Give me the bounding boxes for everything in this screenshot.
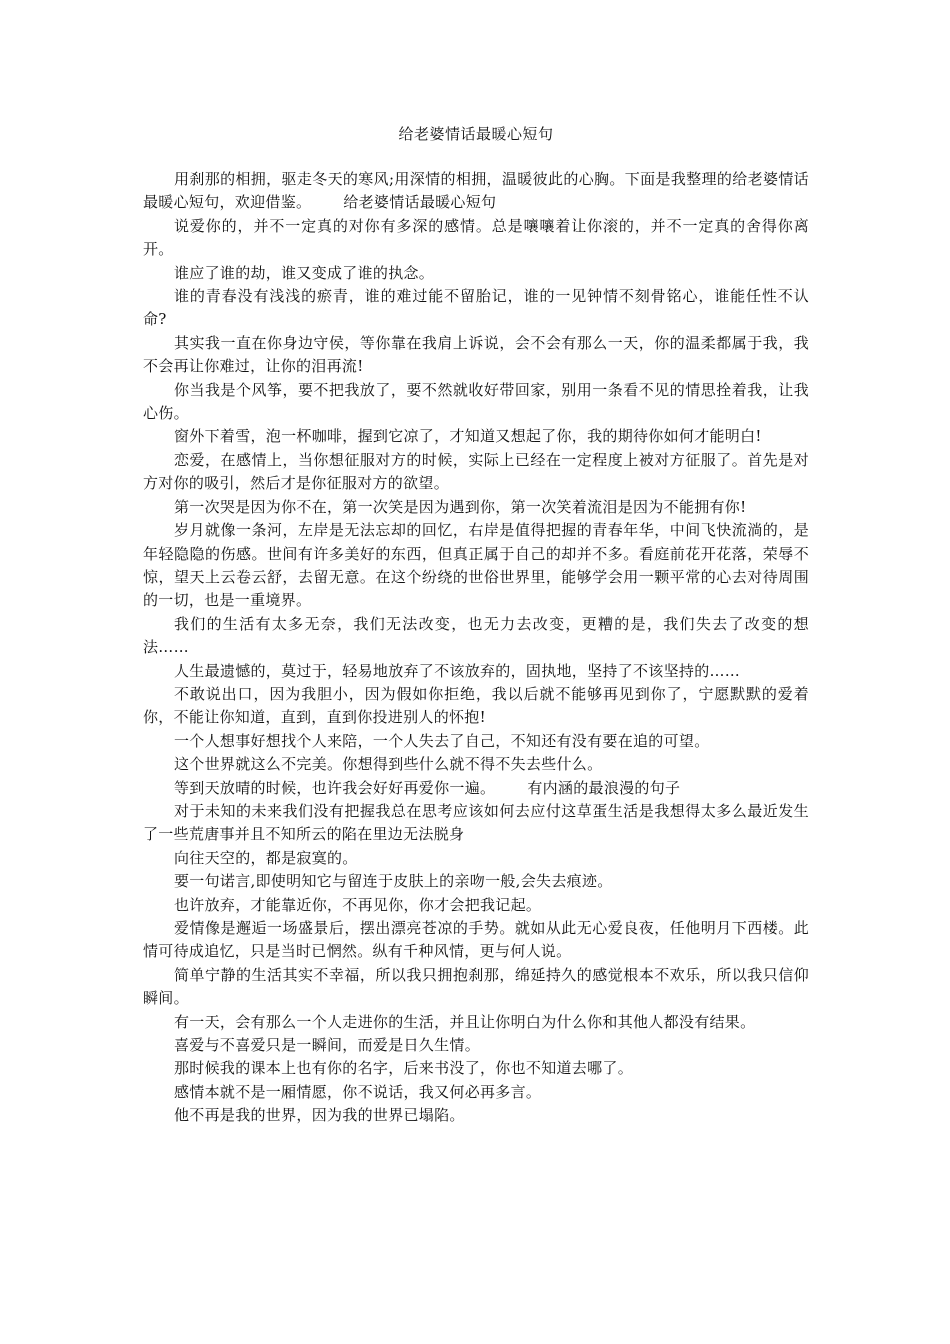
- paragraph: [143, 332, 809, 379]
- paragraph: [143, 168, 809, 215]
- paragraph: [143, 870, 809, 893]
- paragraph-text: 要一句诺言,即使明知它与留连于皮肤上的亲吻一般,会失去痕迹。: [174, 872, 613, 891]
- paragraph: [143, 777, 809, 800]
- paragraph-text: 人生最遗憾的，莫过于，轻易地放弃了不该放弃的，固执地，坚持了不该坚持的……: [174, 661, 741, 680]
- paragraph-text: 恋爱，在感情上，当你想征服对方的时候，实际上已经在一定程度上被对方征服了。首先是对方对你的吸引，然后才是你征服对方的欲望。: [143, 450, 809, 493]
- paragraph-text: 第一次哭是因为你不在，第一次笑是因为遇到你，第一次笑着流泪是因为不能拥有你!: [174, 497, 747, 516]
- paragraph-text: 窗外下着雪，泡一杯咖啡，握到它凉了，才知道又想起了你，我的期待你如何才能明白!: [174, 427, 762, 446]
- paragraph: [143, 215, 809, 262]
- paragraph-text: 向往天空的，都是寂寞的。: [174, 848, 358, 867]
- paragraph-text: 感情本就不是一厢情愿，你不说话，我又何必再多言。: [174, 1082, 542, 1101]
- paragraph-text: 谁应了谁的劫，谁又变成了谁的执念。: [174, 263, 435, 282]
- paragraph: [143, 660, 809, 683]
- paragraph: [143, 262, 809, 285]
- paragraph-text: 谁的青春没有浅浅的瘀青，谁的难过能不留胎记，谁的一见钟情不刻骨铭心，谁能任性不认命?: [143, 287, 809, 329]
- paragraph-text: 简单宁静的生活其实不幸福，所以我只拥抱刹那，绵延持久的感觉根本不欢乐，所以我只信仰瞬间。: [143, 965, 809, 1008]
- paragraph: [143, 683, 809, 730]
- inline-heading: 有内涵的最浪漫的句子: [527, 778, 681, 797]
- paragraph: [143, 285, 809, 332]
- paragraph: [143, 1057, 809, 1080]
- paragraph: [143, 917, 809, 964]
- paragraph-text: 你当我是个风筝，要不把我放了，要不然就收好带回家，别用一条看不见的情思拴着我，让我心伤。: [143, 380, 809, 423]
- paragraph-text: 我们的生活有太多无奈，我们无法改变，也无力去改变，更糟的是，我们失去了改变的想法……: [143, 614, 809, 657]
- paragraph-text: 这个世界就这么不完美。你想得到些什么就不得不失去些什么。: [174, 755, 603, 774]
- inline-heading: 给老婆情话最暖心短句: [343, 193, 497, 212]
- paragraph: [143, 753, 809, 776]
- paragraph: [143, 496, 809, 519]
- paragraph-text: 也许放弃，才能靠近你，不再见你，你才会把我记起。: [174, 895, 542, 914]
- paragraph-text: 那时候我的课本上也有你的名字，后来书没了，你也不知道去哪了。: [174, 1059, 634, 1078]
- paragraph: [143, 1104, 809, 1127]
- paragraph-text: 对于未知的未来我们没有把握我总在思考应该如何去应付这草蛋生活是我想得太多么最近发生了一些荒唐事并且不知所云的陷在里边无法脱身: [143, 801, 809, 844]
- paragraph-text: 有一天，会有那么一个人走进你的生活，并且让你明白为什么你和其他人都没有结果。: [174, 1012, 756, 1031]
- paragraph: [143, 1011, 809, 1034]
- paragraph-text: 等到天放晴的时候，也许我会好好再爱你一遍。: [174, 778, 496, 797]
- paragraph: [143, 800, 809, 847]
- paragraph-text: 用刹那的相拥，驱走冬天的寒风;用深情的相拥，温暖彼此的心胸。下面是我整理的给老婆情话最暖心短句，欢迎借鉴。: [143, 170, 809, 212]
- paragraph-text: 其实我一直在你身边守侯，等你靠在我肩上诉说，会不会有那么一天，你的温柔都属于我，我不会再让你难过，让你的泪再流!: [143, 333, 809, 376]
- paragraph-text: 不敢说出口，因为我胆小，因为假如你拒绝，我以后就不能够再见到你了，宁愿默默的爱着你，不能让你知道，直到，直到你投进别人的怀抱!: [143, 684, 809, 727]
- paragraph: [143, 379, 809, 426]
- paragraph: [143, 964, 809, 1011]
- paragraph-text: 他不再是我的世界，因为我的世界已塌陷。: [174, 1106, 465, 1125]
- paragraph: [143, 1081, 809, 1104]
- paragraph: [143, 730, 809, 753]
- paragraph: [143, 425, 809, 448]
- paragraph-text: 岁月就像一条河，左岸是无法忘却的回忆，右岸是值得把握的青春年华，中间飞快流淌的，是年轻隐隐的伤感。世间有许多美好的东西，但真正属于自己的却并不多。看庭前花开花落，荣辱不惊，望天上云卷云舒，去留无意。在这个纷绕的世俗世界里，能够学会用一颗平常的心去对待周围的一切，也是一重境界。: [143, 521, 809, 610]
- paragraph: [143, 449, 809, 496]
- paragraph-text: 爱情像是邂逅一场盛景后，摆出漂亮苍凉的手势。就如从此无心爱良夜，任他明月下西楼。此情可待成追忆，只是当时已惘然。纵有千种风情，更与何人说。: [143, 919, 809, 961]
- paragraph-text: 一个人想事好想找个人来陪，一个人失去了自己，不知还有没有要在追的可望。: [174, 731, 710, 750]
- paragraph-text: 说爱你的，并不一定真的对你有多深的感情。总是嚷嚷着让你滚的，并不一定真的舍得你离开。: [143, 216, 809, 259]
- document-title: 给老婆情话最暖心短句: [398, 125, 554, 143]
- paragraph: [143, 894, 809, 917]
- paragraph: [143, 1034, 809, 1057]
- paragraph: [143, 613, 809, 660]
- paragraph-text: 喜爱与不喜爱只是一瞬间，而爱是日久生情。: [174, 1036, 481, 1055]
- document-page: [143, 124, 809, 1128]
- paragraph: [143, 847, 809, 870]
- document-body: [143, 168, 809, 1128]
- paragraph: [143, 519, 809, 613]
